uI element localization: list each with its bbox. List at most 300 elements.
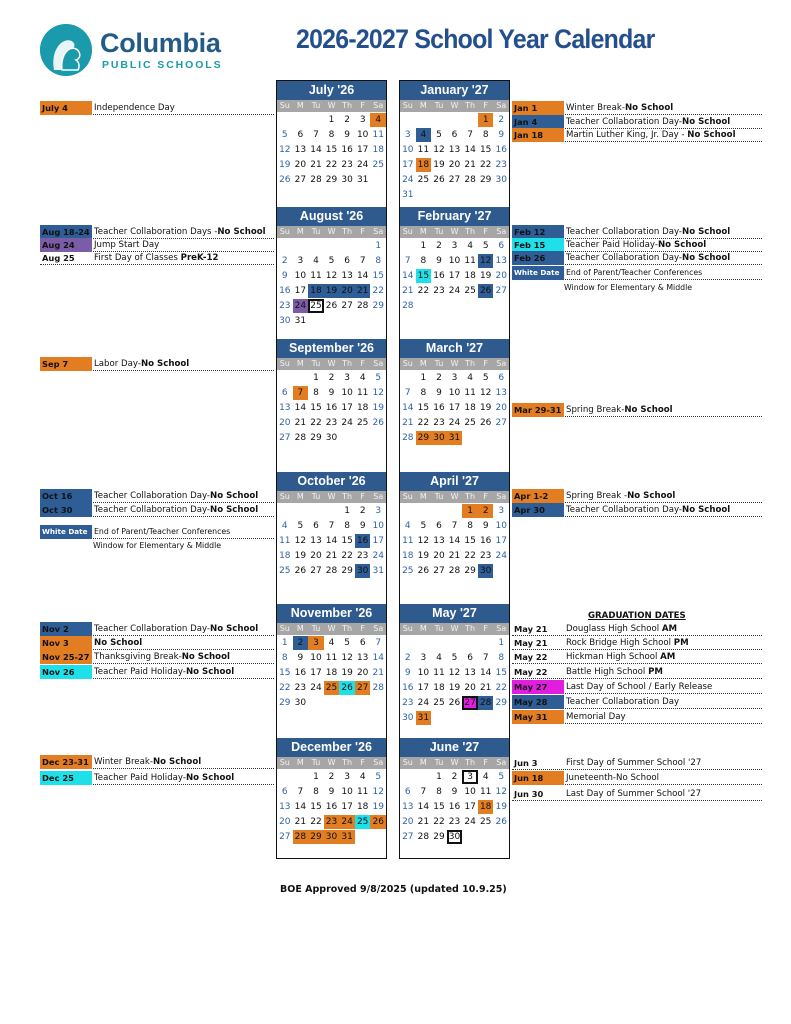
calendar-week — [400, 830, 509, 844]
calendar-day: 9 — [436, 388, 442, 398]
calendar-day: 1 — [328, 115, 335, 125]
event-description — [92, 665, 234, 679]
weekday-label: M — [296, 624, 304, 633]
calendar-day: 1 — [313, 772, 319, 782]
calendar-day: 18 — [325, 668, 338, 678]
month-title: December '26 — [277, 738, 386, 757]
calendar-day: 18 — [372, 145, 384, 155]
calendar-day: 26 — [294, 566, 307, 576]
event-emphasis: No School — [152, 756, 202, 767]
month-title: February '27 — [400, 207, 509, 226]
calendar-week — [400, 239, 509, 253]
calendar-day: 27 — [279, 433, 291, 443]
footer-approval-note: BOE Approved 9/8/2025 (updated 10.9.25) — [280, 884, 507, 895]
calendar-empty-cell — [293, 504, 309, 518]
calendar-day: 22 — [433, 817, 445, 827]
calendar-day: 4 — [328, 638, 335, 648]
calendar-week — [400, 401, 509, 415]
calendar-day: 29 — [433, 832, 445, 842]
page-title: 2026-2027 School Year Calendar — [296, 24, 655, 54]
calendar-week — [400, 188, 509, 202]
calendar-day: 22 — [341, 551, 353, 561]
calendar-day: 9 — [297, 653, 304, 663]
calendar-day: 23 — [279, 301, 291, 311]
weekday-label: Th — [342, 758, 353, 767]
calendar-day: 17 — [464, 802, 476, 812]
event-row — [512, 622, 762, 636]
calendar-day: 2 — [344, 115, 350, 125]
calendar-day: 7 — [404, 388, 411, 398]
calendar-week — [400, 815, 509, 829]
calendar-week — [277, 830, 386, 844]
event-date-tag: Mar 29-31 — [512, 403, 564, 417]
calendar-empty-cell — [493, 299, 509, 313]
calendar-empty-cell — [462, 188, 478, 202]
event-description — [564, 771, 659, 785]
calendar-day: 6 — [436, 521, 442, 531]
calendar-day: 28 — [402, 301, 414, 311]
calendar-day: 10 — [448, 388, 461, 398]
calendar-day: 24 — [495, 551, 507, 561]
calendar-day: 25 — [433, 698, 445, 708]
calendar-day: 2 — [436, 241, 442, 251]
calendar-day: 3 — [451, 373, 458, 383]
calendar-day: 5 — [281, 130, 288, 140]
calendar-day: 31 — [356, 175, 369, 185]
calendar-day: 16 — [433, 271, 445, 281]
calendar-day: 1 — [478, 113, 494, 127]
calendar-day: 1 — [436, 772, 442, 782]
calendar-empty-cell — [339, 314, 355, 328]
calendar-day: 20 — [402, 817, 414, 827]
month-december-2026 — [277, 738, 386, 844]
calendar-day: 15 — [310, 403, 322, 413]
calendar-day: 14 — [417, 802, 430, 812]
event-date-tag: Dec 25 — [40, 771, 92, 785]
calendar-empty-cell — [493, 830, 509, 844]
calendar-week — [400, 681, 509, 695]
calendar-empty-cell — [462, 431, 478, 445]
calendar-day: 12 — [448, 668, 461, 678]
calendar-empty-cell — [416, 299, 432, 313]
calendar-empty-cell — [478, 188, 494, 202]
weekday-label: Tu — [311, 101, 321, 110]
calendar-empty-cell — [462, 830, 478, 844]
month-september-2026 — [277, 339, 386, 445]
weekday-label: Su — [279, 227, 290, 236]
calendar-week — [277, 128, 386, 142]
calendar-day: 24 — [402, 175, 414, 185]
event-date-tag: Jun 30 — [514, 788, 544, 799]
calendar-day: 5 — [375, 373, 382, 383]
weekday-label: Sa — [496, 101, 507, 110]
event-row — [512, 403, 762, 417]
calendar-empty-cell — [431, 504, 447, 518]
calendar-day: 20 — [339, 284, 355, 298]
event-date-tag: Apr 30 — [512, 503, 564, 517]
calendar-day: 24 — [310, 683, 322, 693]
calendar-week — [400, 386, 509, 400]
calendar-day: 10 — [495, 521, 507, 531]
calendar-empty-cell — [308, 239, 324, 253]
calendar-day: 18 — [464, 271, 476, 281]
weekday-label: M — [419, 758, 427, 767]
event-description — [92, 503, 258, 517]
calendar-empty-cell — [324, 314, 340, 328]
calendar-day: 4 — [370, 113, 386, 127]
calendar-day: 12 — [478, 254, 494, 268]
calendar-day: 7 — [451, 521, 458, 531]
weekday-label: Th — [465, 101, 476, 110]
calendar-day: 28 — [372, 683, 384, 693]
event-text: Teacher Collaboration Day- — [566, 252, 682, 263]
calendar-week — [400, 711, 509, 725]
calendar-day: 29 — [416, 431, 432, 445]
calendar-day: 7 — [467, 130, 473, 140]
calendar-day: 21 — [464, 160, 476, 170]
calendar-week — [400, 519, 509, 533]
calendar-day: 4 — [416, 128, 432, 142]
weekday-label: Th — [465, 624, 476, 633]
weekday-label: Th — [465, 492, 476, 501]
event-emphasis: PM — [648, 666, 663, 677]
calendar-day: 29 — [372, 301, 384, 311]
calendar-week — [277, 651, 386, 665]
event-emphasis: No School — [687, 129, 736, 140]
calendar-empty-cell — [462, 113, 478, 127]
calendar-week — [400, 431, 509, 445]
weekday-label: Tu — [434, 758, 444, 767]
calendar-empty-cell — [462, 299, 478, 313]
calendar-day: 27 — [341, 301, 353, 311]
weekday-header — [277, 623, 386, 635]
event-text: Independence Day — [94, 102, 175, 113]
month-title: November '26 — [277, 604, 386, 623]
weekday-label: W — [450, 359, 459, 368]
calendar-day: 17 — [294, 286, 307, 296]
event-text: Teacher Collaboration Day- — [566, 226, 682, 237]
weekday-label: F — [483, 758, 488, 767]
logo-subtitle: PUBLIC SCHOOLS — [102, 59, 223, 71]
calendar-day: 22 — [279, 683, 291, 693]
calendar-empty-cell — [478, 431, 494, 445]
weekday-header — [277, 757, 386, 769]
calendar-day: 19 — [372, 802, 384, 812]
calendar-empty-cell — [277, 371, 293, 385]
calendar-empty-cell — [370, 431, 386, 445]
weekday-header — [277, 491, 386, 503]
calendar-day: 26 — [325, 301, 338, 311]
calendar-day: 17 — [417, 683, 430, 693]
event-description — [92, 771, 234, 785]
calendar-week — [400, 651, 509, 665]
calendar-day: 15 — [433, 802, 445, 812]
event-description — [92, 650, 230, 664]
calendar-day: 30 — [279, 316, 291, 326]
calendar-day: 27 — [448, 175, 461, 185]
calendar-day: 3 — [297, 256, 304, 266]
calendar-day: 10 — [402, 145, 414, 155]
weekday-header — [400, 100, 509, 112]
calendar-empty-cell — [400, 770, 416, 784]
weekday-label: M — [419, 101, 427, 110]
month-july-2026 — [277, 81, 386, 187]
calendar-day: 21 — [402, 418, 414, 428]
calendar-day: 9 — [482, 521, 489, 531]
month-title: June '27 — [400, 738, 509, 757]
calendar-day: 11 — [372, 130, 384, 140]
calendar-day: 22 — [417, 286, 430, 296]
calendar-day: 20 — [433, 551, 445, 561]
calendar-week — [277, 785, 386, 799]
calendar-day: 2 — [498, 115, 505, 125]
calendar-day: 17 — [402, 160, 414, 170]
event-emphasis: No School — [181, 651, 230, 662]
event-text: Douglass High School — [566, 623, 662, 634]
event-emphasis: No School — [185, 772, 235, 783]
calendar-day: 29 — [279, 698, 291, 708]
calendar-day: 13 — [495, 388, 507, 398]
month-title: March '27 — [400, 339, 509, 358]
calendar-day: 26 — [370, 815, 386, 829]
calendar-day: 8 — [420, 256, 427, 266]
weekday-label: Su — [402, 359, 413, 368]
calendar-day: 19 — [479, 403, 492, 413]
event-description — [564, 251, 730, 265]
calendar-day: 27 — [310, 566, 322, 576]
calendar-day: 30 — [495, 175, 507, 185]
calendar-week — [277, 564, 386, 578]
calendar-day: 19 — [372, 403, 384, 413]
calendar-day: 2 — [478, 504, 494, 518]
calendar-day: 26 — [479, 418, 492, 428]
calendar-day: 14 — [464, 145, 476, 155]
calendar-day: 4 — [281, 521, 288, 531]
calendar-day: 30 — [294, 698, 307, 708]
calendar-day: 20 — [310, 551, 322, 561]
calendar-week — [400, 284, 509, 298]
calendar-day: 10 — [341, 787, 353, 797]
weekday-label: M — [419, 624, 427, 633]
event-description — [564, 650, 675, 664]
calendar-day: 27 — [462, 696, 478, 710]
calendar-empty-cell — [416, 770, 432, 784]
calendar-empty-cell — [370, 314, 386, 328]
calendar-empty-cell — [462, 711, 478, 725]
calendar-day: 13 — [310, 536, 322, 546]
event-emphasis: No School — [682, 226, 731, 237]
graduation-dates-heading: GRADUATION DATES — [588, 611, 686, 621]
weekday-label: F — [483, 101, 488, 110]
weekday-label: Sa — [496, 758, 507, 767]
calendar-day: 30 — [324, 830, 340, 844]
weekday-label: M — [296, 227, 304, 236]
calendar-day: 28 — [294, 433, 307, 443]
calendar-day: 13 — [279, 403, 291, 413]
event-description — [564, 787, 701, 801]
calendar-empty-cell — [400, 371, 416, 385]
calendar-day: 24 — [339, 815, 355, 829]
calendar-day: 20 — [495, 403, 507, 413]
calendar-empty-cell — [339, 696, 355, 710]
event-row — [40, 503, 274, 517]
calendar-day: 15 — [416, 269, 432, 283]
calendar-empty-cell — [370, 696, 386, 710]
calendar-week — [277, 314, 386, 328]
calendar-day: 29 — [464, 566, 476, 576]
weekday-label: F — [360, 758, 365, 767]
calendar-week — [277, 386, 386, 400]
month-title: August '26 — [277, 207, 386, 226]
weekday-label: Sa — [496, 359, 507, 368]
calendar-day: 22 — [372, 286, 384, 296]
calendar-day: 7 — [313, 130, 319, 140]
calendar-week — [277, 284, 386, 298]
weekday-label: Th — [465, 758, 476, 767]
calendar-day: 3 — [344, 373, 350, 383]
calendar-week — [277, 173, 386, 187]
calendar-empty-cell — [400, 113, 416, 127]
calendar-week — [400, 269, 509, 283]
calendar-day: 31 — [294, 316, 307, 326]
event-row — [40, 101, 274, 115]
calendar-day: 28 — [417, 832, 430, 842]
calendar-day: 2 — [451, 772, 458, 782]
calendar-day: 3 — [451, 241, 458, 251]
calendar-week — [400, 173, 509, 187]
calendar-day: 21 — [310, 160, 322, 170]
event-text: Rock Bridge High School — [566, 637, 674, 648]
calendar-empty-cell — [447, 711, 463, 725]
event-date-tag: Feb 26 — [512, 251, 564, 265]
calendar-day: 9 — [328, 388, 335, 398]
weekday-label: Su — [279, 624, 290, 633]
calendar-day: 20 — [356, 668, 369, 678]
calendar-day: 1 — [498, 638, 505, 648]
event-row — [40, 755, 274, 769]
calendar-day: 23 — [433, 418, 445, 428]
weekday-label: Tu — [311, 227, 321, 236]
weekday-label: F — [360, 492, 365, 501]
weekday-label: Sa — [496, 227, 507, 236]
calendar-empty-cell — [493, 431, 509, 445]
weekday-label: F — [483, 492, 488, 501]
calendar-day: 25 — [479, 817, 492, 827]
event-row — [512, 680, 762, 694]
calendar-day: 1 — [375, 241, 382, 251]
event-text: First Day of Summer School '27 — [566, 757, 702, 768]
calendar-day: 31 — [339, 830, 355, 844]
calendar-day: 5 — [420, 521, 427, 531]
calendar-week — [400, 666, 509, 680]
event-row — [512, 266, 762, 280]
event-date-tag: Sep 7 — [40, 357, 92, 371]
weekday-label: W — [327, 492, 336, 501]
calendar-day: 12 — [341, 653, 353, 663]
calendar-day: 14 — [356, 271, 369, 281]
calendar-day: 14 — [479, 668, 492, 678]
calendar-day: 3 — [375, 506, 382, 516]
calendar-week — [277, 158, 386, 172]
calendar-day: 25 — [324, 681, 340, 695]
calendar-day: 10 — [294, 271, 307, 281]
calendar-week — [400, 143, 509, 157]
calendar-week — [400, 416, 509, 430]
calendar-empty-cell — [447, 113, 463, 127]
calendar-day: 12 — [294, 536, 307, 546]
calendar-day: 9 — [328, 787, 335, 797]
event-description — [564, 695, 679, 709]
calendar-empty-cell — [324, 696, 340, 710]
weekday-header — [277, 100, 386, 112]
calendar-day: 4 — [436, 653, 442, 663]
calendar-day: 30 — [355, 564, 371, 578]
weekday-label: Sa — [373, 101, 384, 110]
event-row — [512, 710, 762, 724]
calendar-week — [277, 431, 386, 445]
weekday-label: Tu — [434, 227, 444, 236]
calendar-day: 7 — [375, 638, 382, 648]
event-row — [40, 251, 274, 265]
calendar-day: 21 — [448, 551, 461, 561]
event-text: Teacher Paid Holiday- — [94, 772, 186, 783]
calendar-day: 31 — [447, 431, 463, 445]
event-description — [564, 403, 673, 417]
event-emphasis: No School — [185, 666, 235, 677]
calendar-day: 6 — [313, 521, 319, 531]
calendar-day: 9 — [498, 130, 505, 140]
event-row — [512, 787, 762, 801]
weekday-label: M — [419, 359, 427, 368]
calendar-day: 19 — [495, 802, 507, 812]
calendar-empty-cell — [447, 504, 463, 518]
calendar-week — [400, 113, 509, 127]
calendar-day: 21 — [325, 551, 338, 561]
weekday-label: Sa — [373, 758, 384, 767]
calendar-week — [277, 299, 386, 313]
event-row — [40, 665, 274, 679]
event-date-tag: May 27 — [512, 680, 564, 694]
calendar-day: 21 — [479, 683, 492, 693]
calendar-empty-cell — [293, 371, 309, 385]
calendar-day: 2 — [281, 256, 288, 266]
calendar-day: 15 — [372, 271, 384, 281]
calendar-day: 30 — [325, 433, 338, 443]
calendar-day: 21 — [294, 418, 307, 428]
weekday-label: M — [296, 492, 304, 501]
calendar-day: 15 — [279, 668, 291, 678]
month-april-2027 — [400, 472, 509, 578]
calendar-week — [400, 128, 509, 142]
month-february-2027 — [400, 207, 509, 313]
calendar-day: 20 — [448, 160, 461, 170]
calendar-day: 24 — [464, 817, 476, 827]
weekday-label: W — [327, 359, 336, 368]
calendar-day: 2 — [436, 373, 442, 383]
calendar-day: 15 — [479, 145, 492, 155]
event-description — [564, 115, 730, 129]
event-emphasis: PM — [673, 637, 689, 648]
calendar-day: 3 — [308, 636, 324, 650]
calendar-day: 20 — [279, 817, 291, 827]
calendar-day: 13 — [356, 653, 369, 663]
event-date-tag: May 22 — [514, 651, 548, 662]
weekday-label: Tu — [434, 624, 444, 633]
calendar-day: 18 — [478, 800, 494, 814]
calendar-day: 6 — [359, 638, 366, 648]
calendar-day: 21 — [372, 668, 384, 678]
calendar-day: 26 — [495, 817, 507, 827]
